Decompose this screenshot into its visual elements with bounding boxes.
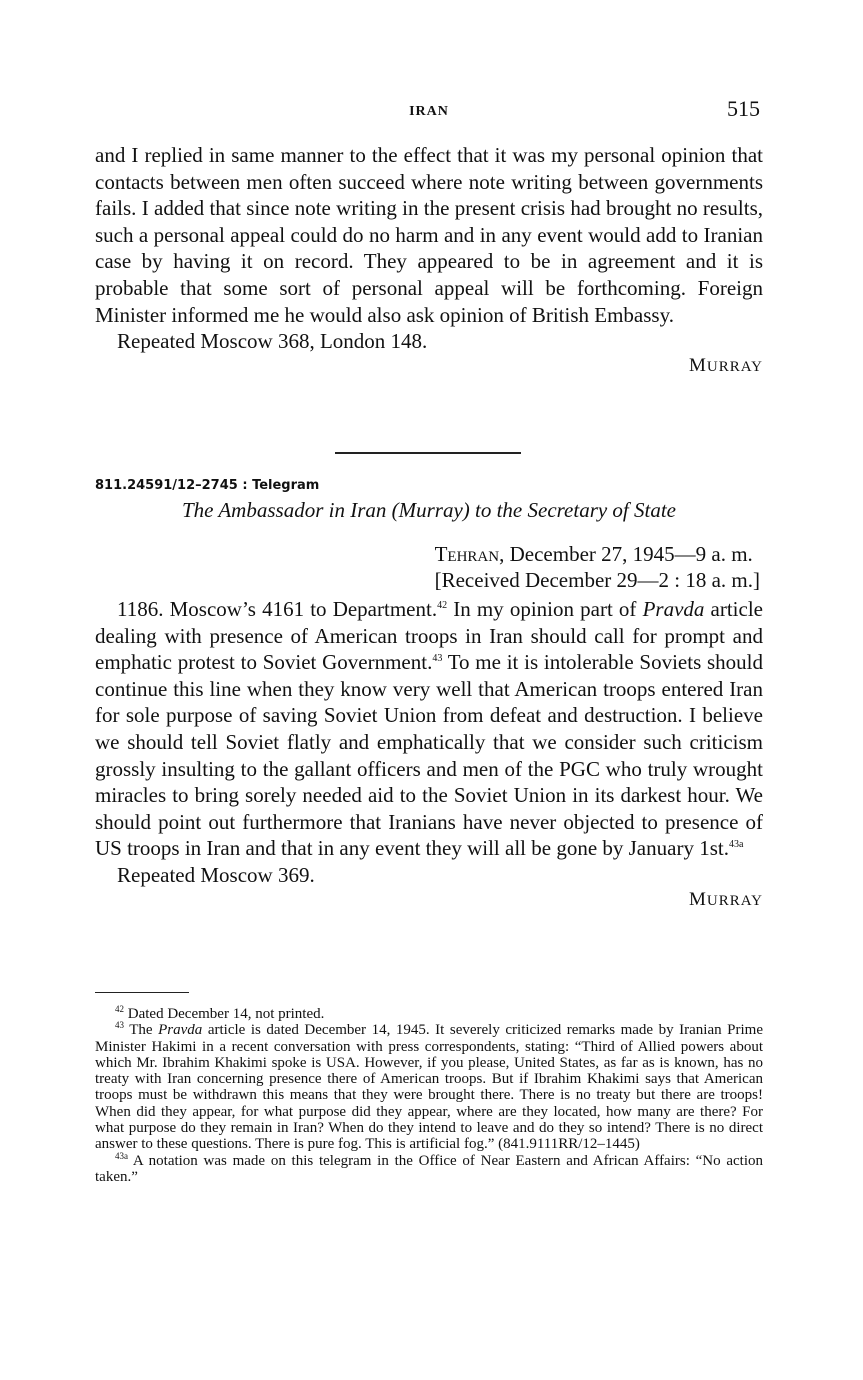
signature-rest: URRAY xyxy=(706,358,763,375)
footnote-mark-43a: 43a xyxy=(115,1150,128,1161)
signature xyxy=(95,889,763,911)
repeated-line: Repeated Moscow 369. xyxy=(117,862,315,887)
dateline-date: , December 27, 1945—9 a. m. xyxy=(499,542,753,566)
footnote-43a xyxy=(95,1150,763,1186)
footnote-text-42: Dated December 14, not printed. xyxy=(124,1006,325,1022)
dateline xyxy=(435,541,760,593)
dateline-sent xyxy=(435,541,760,567)
footnote-mark-42: 42 xyxy=(115,1004,124,1014)
continued-paragraph: and I replied in same manner to the effect that it was my personal opinion that contacts between men often succeed where note writing between governments fails. I added that since note writing in the present crisis had brought no results, such a personal appeal could do no harm and in any event would add to Iranian case by having it on record. They appeared to be in agreement and it is probable that some sort of personal appeal will be forthcoming. Foreign Minister informed me he would also ask opinion of British Embassy. xyxy=(95,143,763,327)
telegram-body xyxy=(95,596,763,911)
footnote-italic-43: Pravda xyxy=(158,1022,203,1039)
page-number: 515 xyxy=(727,96,760,121)
footnote-ref-43: 43 xyxy=(432,653,443,665)
signature-initial: M xyxy=(688,354,707,376)
signature xyxy=(95,355,763,377)
footnotes xyxy=(95,1006,763,1185)
pravda-italic: Pravda xyxy=(642,597,705,621)
running-title: IRAN xyxy=(409,104,449,119)
repeated-line: Repeated Moscow 368, London 148. xyxy=(117,329,428,354)
previous-document-continuation xyxy=(95,142,763,377)
dateline-place: Tehran xyxy=(434,542,500,566)
footnote-divider xyxy=(95,992,189,993)
footnote-pre-43: The xyxy=(124,1022,159,1039)
telegram-paragraph xyxy=(95,596,763,862)
section-divider xyxy=(335,452,521,454)
footnote-42 xyxy=(95,1006,763,1022)
footnote-ref-42: 42 xyxy=(437,600,448,611)
dateline-received: [Received December 29—2 : 18 a. m.] xyxy=(434,568,760,592)
signature-initial: M xyxy=(688,888,707,910)
footnote-ref-43a: 43a xyxy=(728,839,744,851)
para-part-2: In my opinion part of xyxy=(447,597,643,621)
para-part-1: 1186. Moscow’s 4161 to Department. xyxy=(117,597,438,621)
footnote-mark-43: 43 xyxy=(115,1020,124,1031)
document-title: The Ambassador in Iran (Murray) to the Secretary of State xyxy=(181,498,677,522)
footnote-text-43a: A notation was made on this telegram in the Office of Near Eastern and African Affairs: “No action taken.” xyxy=(95,1152,763,1185)
running-head xyxy=(95,96,763,126)
signature-rest: URRAY xyxy=(706,892,763,909)
footnote-text-43: article is dated December 14, 1945. It severely criticized remarks made by Iranian Prime Minister Hakimi in a recent conversation with press correspondents, stating: “Third of Allied powers about which Mr. Ibrahim Khakimi spoke is USA. However, if you please, United States, as far as is known, has no treaty with Iran concerning presence there of American troops. But if Ibrahim Khakimi says that American troops must be withdrawn this means that they were brought there. There is no treaty but there are troops! When did they appear, for what purpose did they appear, where are they located, how many are there? For what purpose do they remain in Iran? When do they intend to leave and do they so intend? There is no direct answer to these questions. There is pure fog. This is artificial fog.” (841.9111RR/12–1445) xyxy=(95,1022,763,1153)
para-part-3: article dealing with presence of American troops in Iran should call for prompt and emphatic protest to Soviet Government. xyxy=(95,597,763,675)
footnote-43 xyxy=(95,1022,763,1152)
para-part-4: To me it is intolerable Soviets should continue this line when they know very well that American troops entered Iran for sole purpose of saving Soviet Union from defeat and destruction. I believe we should tell Soviet flatly and emphatically that we consider such criticism grossly insulting to the gallant officers and men of the PGC who truly wrought miracles to bring sorely needed aid to the Soviet Union in its darkest hour. We should point out furthermore that Iranians have never objected to presence of US troops in Iran and that in any event they will all be gone by January 1st. xyxy=(95,650,763,861)
file-number: 811.24591/12–2745 : Telegram xyxy=(95,478,320,493)
